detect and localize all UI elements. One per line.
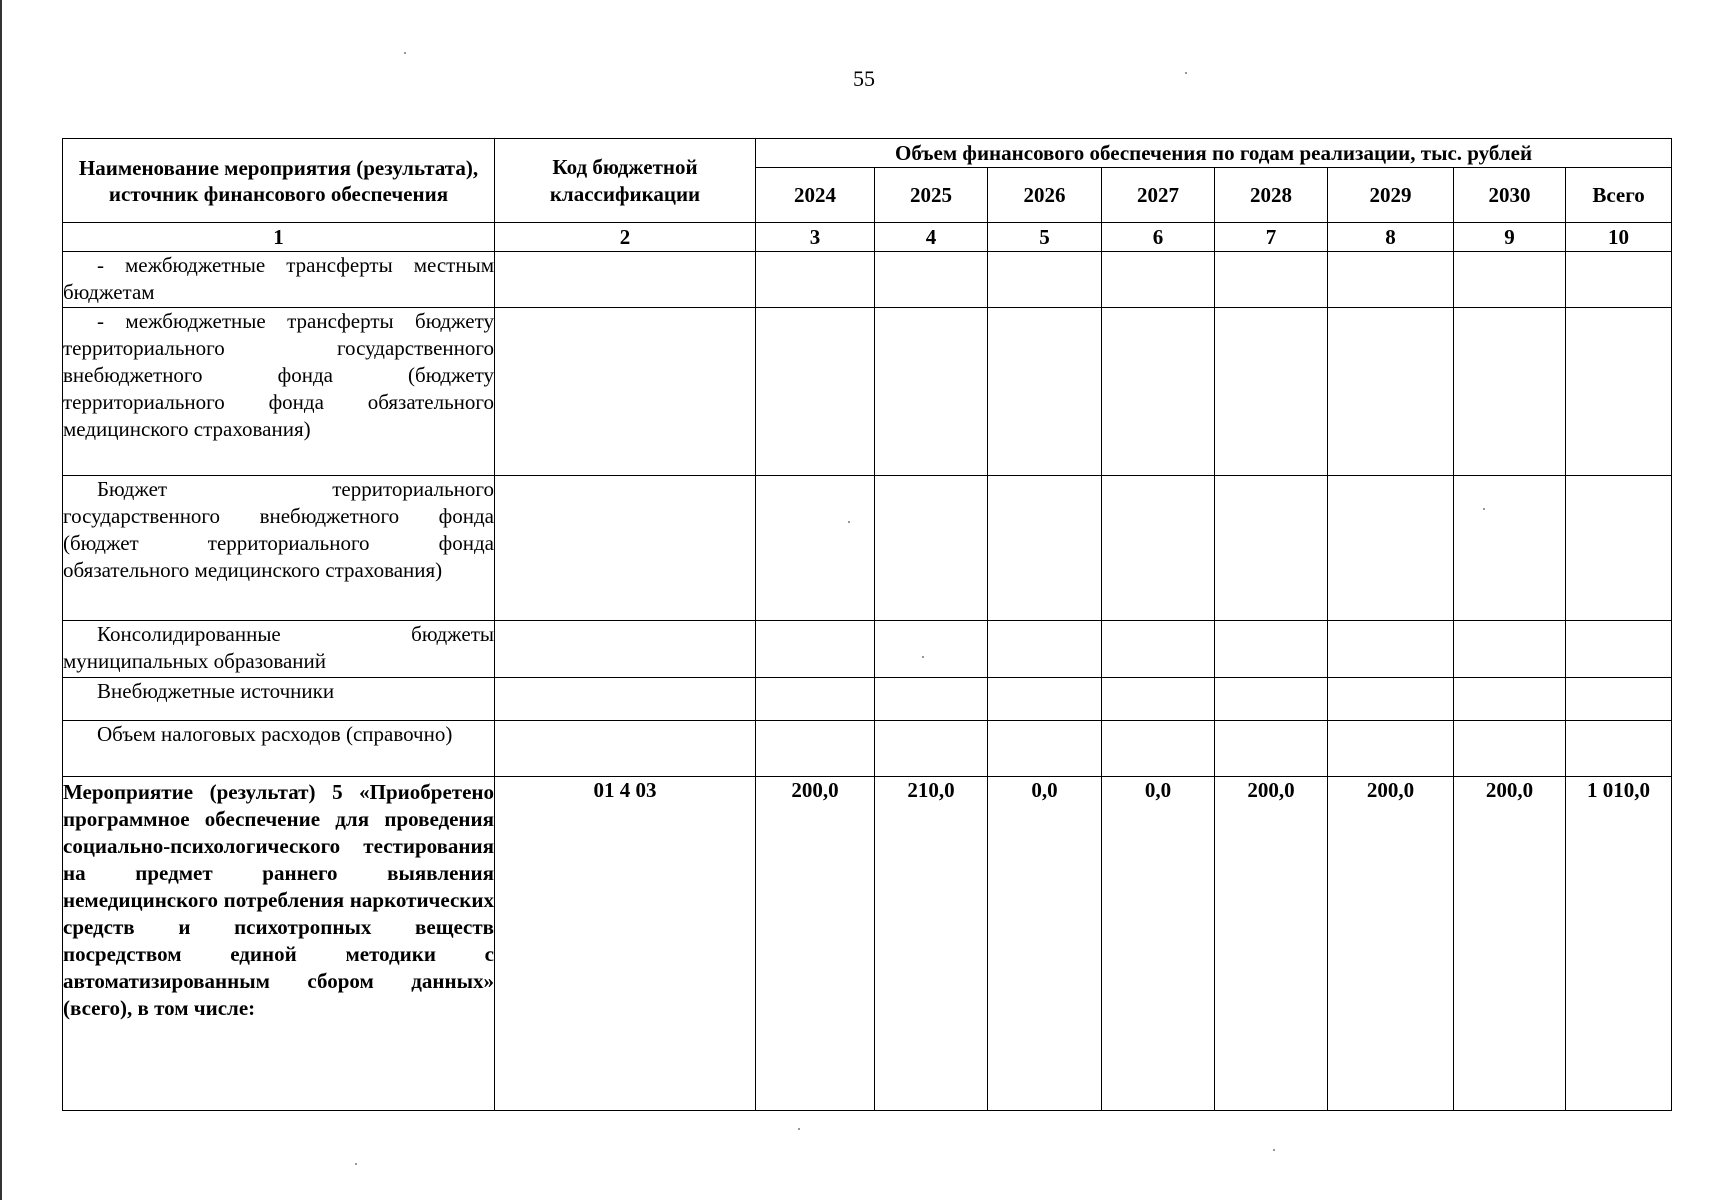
scan-speck xyxy=(1273,1149,1275,1151)
row-name: Бюджет территориального государственного внебюджетного фонда (бюджет территориального фонда обязательного медицинского страхования) xyxy=(63,477,494,582)
value-cell xyxy=(1215,721,1328,777)
table-row xyxy=(63,252,1672,308)
value-cell xyxy=(875,621,988,678)
value-cell xyxy=(1328,678,1454,721)
value-cell: 210,0 xyxy=(875,777,988,1111)
column-number: 3 xyxy=(756,223,875,252)
value-cell xyxy=(756,621,875,678)
value-cell xyxy=(1215,621,1328,678)
value-cell: 1 010,0 xyxy=(1566,777,1672,1111)
value-cell xyxy=(1566,721,1672,777)
column-number: 8 xyxy=(1328,223,1454,252)
value-cell xyxy=(1454,621,1566,678)
value-cell xyxy=(1102,721,1215,777)
table-body xyxy=(63,223,1672,1111)
value-cell xyxy=(988,476,1102,621)
table-row xyxy=(63,621,1672,678)
row-code-cell xyxy=(495,678,756,721)
table-row xyxy=(63,308,1672,476)
row-name: Внебюджетные источники xyxy=(97,679,335,703)
value-cell xyxy=(1454,308,1566,476)
page-number: 55 xyxy=(853,66,875,91)
scan-speck xyxy=(798,1128,800,1130)
header-name-column: Наименование мероприятия (результата), источник финансового обеспечения xyxy=(63,139,495,223)
row-name: - межбюджетные трансферты бюджету территориального государственного внебюджетного фонда (бюджету территориального фонда обязательного медицинского страхования) xyxy=(63,309,494,441)
scan-speck xyxy=(355,1163,357,1165)
header-year-2028: 2028 xyxy=(1215,168,1328,223)
value-cell: 200,0 xyxy=(1454,777,1566,1111)
value-cell xyxy=(1102,621,1215,678)
value-cell xyxy=(756,308,875,476)
scan-speck xyxy=(1185,72,1187,74)
row-code-cell xyxy=(495,252,756,308)
value-cell xyxy=(875,476,988,621)
value-cell xyxy=(1566,621,1672,678)
column-number: 7 xyxy=(1215,223,1328,252)
value-cell xyxy=(988,621,1102,678)
column-number: 4 xyxy=(875,223,988,252)
row-code-cell xyxy=(495,476,756,621)
row-name-cell xyxy=(63,252,495,308)
value-cell xyxy=(988,678,1102,721)
column-number: 9 xyxy=(1454,223,1566,252)
value-cell xyxy=(1215,308,1328,476)
value-cell xyxy=(1454,252,1566,308)
scan-speck xyxy=(848,521,850,523)
value-cell: 200,0 xyxy=(1215,777,1328,1111)
row-name-cell xyxy=(63,777,495,1111)
value-cell xyxy=(1102,476,1215,621)
value-cell xyxy=(756,476,875,621)
value-cell: 0,0 xyxy=(988,777,1102,1111)
value-cell xyxy=(1215,678,1328,721)
value-cell xyxy=(756,721,875,777)
header-year-2030: 2030 xyxy=(1454,168,1566,223)
row-code-cell: 01 4 03 xyxy=(495,777,756,1111)
value-cell xyxy=(1328,476,1454,621)
header-year-2029: 2029 xyxy=(1328,168,1454,223)
value-cell xyxy=(1328,621,1454,678)
value-cell xyxy=(1566,678,1672,721)
value-cell xyxy=(875,678,988,721)
table-row-activity-total xyxy=(63,777,1672,1111)
row-name: Консолидированные бюджеты муниципальных образований xyxy=(63,622,494,673)
value-cell xyxy=(988,721,1102,777)
row-name-cell xyxy=(63,678,495,721)
header-code-column: Код бюджетной классификации xyxy=(495,139,756,223)
row-name-cell xyxy=(63,308,495,476)
value-cell: 0,0 xyxy=(1102,777,1215,1111)
table-row xyxy=(63,476,1672,621)
value-cell xyxy=(1328,721,1454,777)
value-cell xyxy=(988,308,1102,476)
value-cell xyxy=(1454,721,1566,777)
header-year-2024: 2024 xyxy=(756,168,875,223)
column-number-row xyxy=(63,223,1672,252)
value-cell xyxy=(875,308,988,476)
value-cell xyxy=(875,252,988,308)
financing-table xyxy=(62,138,1672,1111)
row-name: - межбюджетные трансферты местным бюджетам xyxy=(63,253,494,304)
scan-speck xyxy=(404,52,406,54)
value-cell xyxy=(1566,308,1672,476)
value-cell xyxy=(1215,476,1328,621)
row-code-cell xyxy=(495,621,756,678)
value-cell xyxy=(1454,678,1566,721)
column-number: 10 xyxy=(1566,223,1672,252)
value-cell xyxy=(1566,252,1672,308)
header-year-2027: 2027 xyxy=(1102,168,1215,223)
header-funding-group: Объем финансового обеспечения по годам реализации, тыс. рублей xyxy=(756,139,1672,168)
table-header xyxy=(63,139,1672,223)
value-cell xyxy=(1215,252,1328,308)
scan-speck xyxy=(922,656,924,658)
row-name-cell xyxy=(63,476,495,621)
column-number: 6 xyxy=(1102,223,1215,252)
value-cell xyxy=(875,721,988,777)
value-cell xyxy=(1566,476,1672,621)
value-cell xyxy=(988,252,1102,308)
row-name-cell xyxy=(63,721,495,777)
row-name: Мероприятие (результат) 5 «Приобретено программное обеспечение для проведения социально-психологического тестирования на предмет раннего выявления немедицинского потребления наркотических средств и психотропных веществ посредством единой методики с автоматизированным сбором данных» (всего), в том числе: xyxy=(63,780,494,1020)
value-cell xyxy=(1102,252,1215,308)
value-cell xyxy=(1102,308,1215,476)
value-cell: 200,0 xyxy=(1328,777,1454,1111)
value-cell xyxy=(756,252,875,308)
row-code-cell xyxy=(495,308,756,476)
table-row xyxy=(63,721,1672,777)
table-row xyxy=(63,678,1672,721)
scan-speck xyxy=(1483,508,1485,510)
row-name: Объем налоговых расходов (справочно) xyxy=(97,722,453,746)
header-row-1 xyxy=(63,139,1672,168)
value-cell xyxy=(756,678,875,721)
value-cell xyxy=(1102,678,1215,721)
column-number: 1 xyxy=(63,223,495,252)
value-cell: 200,0 xyxy=(756,777,875,1111)
row-code-cell xyxy=(495,721,756,777)
value-cell xyxy=(1328,252,1454,308)
column-number: 2 xyxy=(495,223,756,252)
value-cell xyxy=(1328,308,1454,476)
column-number: 5 xyxy=(988,223,1102,252)
value-cell xyxy=(1454,476,1566,621)
row-name-cell xyxy=(63,621,495,678)
header-year-2026: 2026 xyxy=(988,168,1102,223)
header-total: Всего xyxy=(1566,168,1672,223)
header-year-2025: 2025 xyxy=(875,168,988,223)
